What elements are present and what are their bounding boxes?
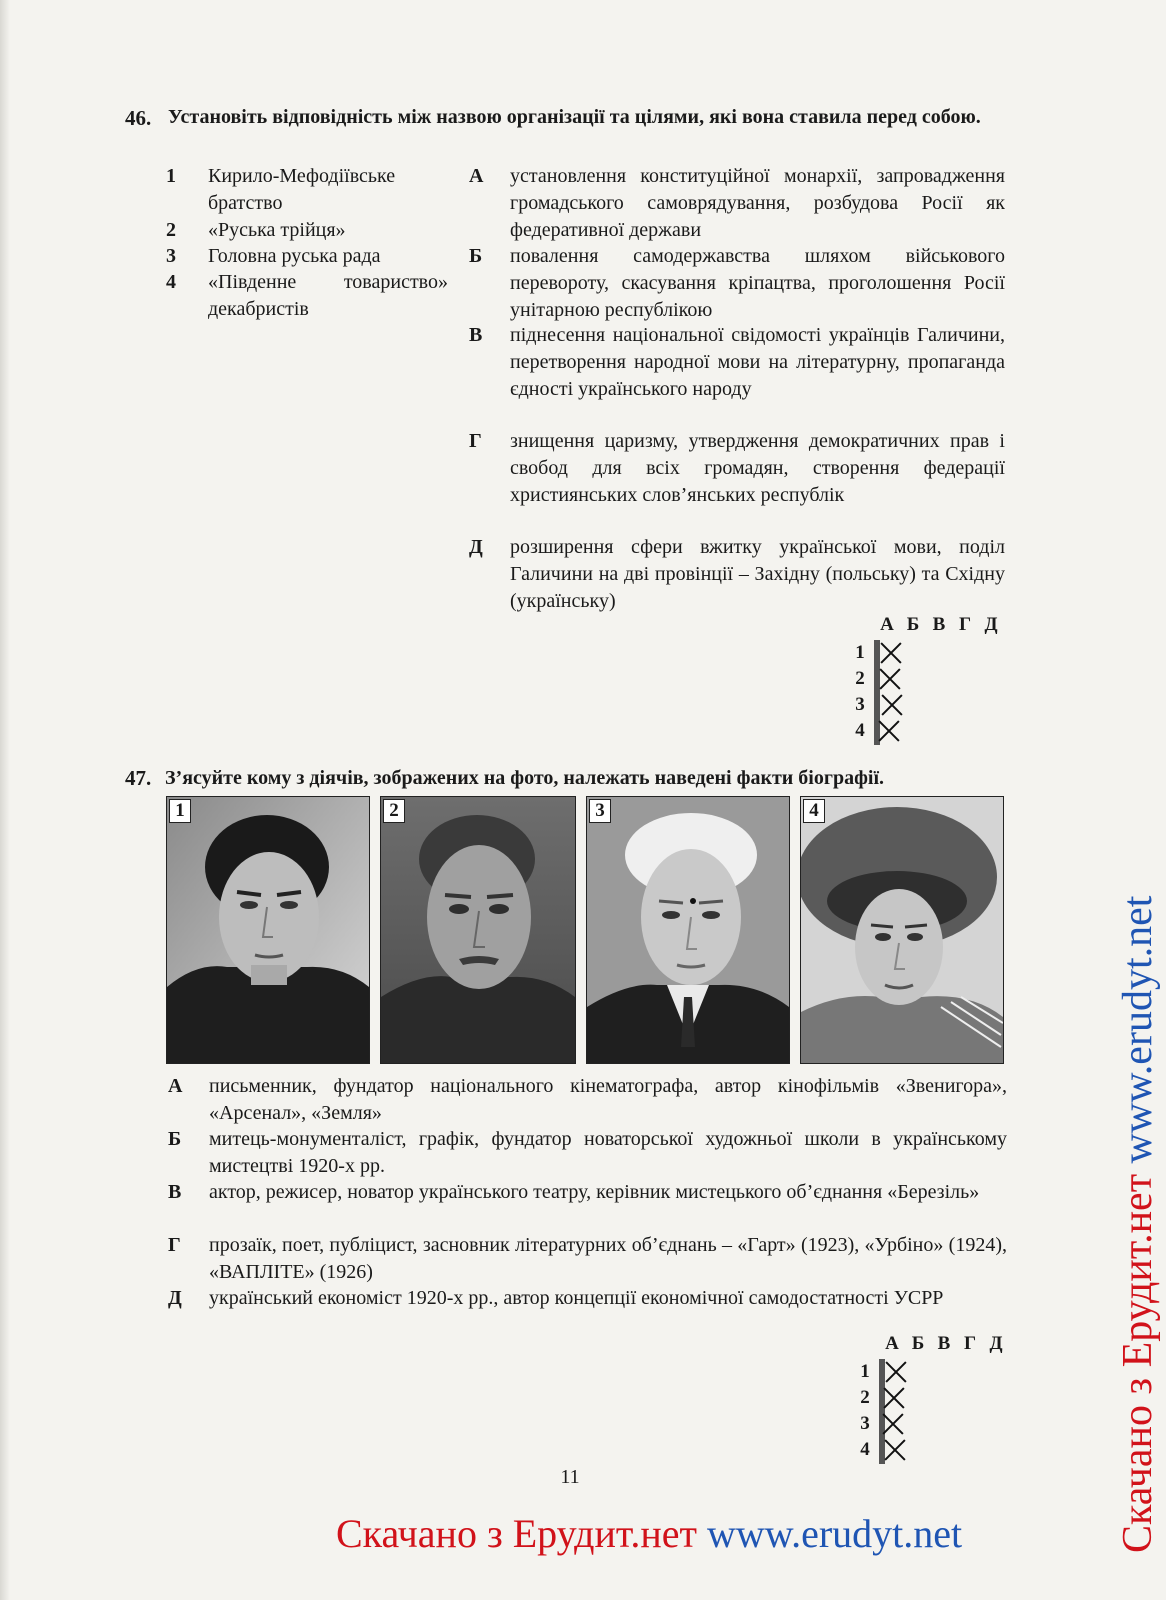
answer-cell[interactable] — [884, 1438, 885, 1464]
answer-cross-mark — [884, 1439, 906, 1461]
portrait-image — [381, 797, 575, 1063]
q46-left-number: 1 — [166, 165, 176, 187]
grid-col-label: Д — [989, 1333, 1003, 1354]
option-text: письменник, фундатор національного кінематографа, автор кінофільмів «Звенигора», «Арсенал», «Земля» — [209, 1075, 1007, 1124]
option-letter: Б — [168, 1128, 182, 1150]
grid-col-label: Г — [963, 1333, 977, 1354]
grid-row-label: 1 — [860, 1361, 870, 1382]
answer-table — [879, 1359, 885, 1464]
grid-row-label: 1 — [855, 642, 865, 663]
answer-cross-mark — [880, 642, 902, 664]
answer-cell[interactable] — [879, 719, 880, 745]
q46-left-number: 3 — [166, 245, 176, 267]
answer-cross-mark — [881, 694, 903, 716]
portrait-photo-1 — [166, 796, 370, 1064]
option-text: розширення сфери вжитку української мови, поділ Галичини на дві провінції – Західну (польську) та Східну (українську) — [510, 536, 1005, 612]
page-number: 11 — [560, 1466, 580, 1488]
answer-cross-mark — [883, 1387, 905, 1409]
q46-left-number: 2 — [166, 219, 176, 241]
grid-col-label: Г — [958, 614, 972, 635]
portrait-photo-4 — [800, 796, 1004, 1064]
grid-row-label: 2 — [855, 668, 865, 689]
grid-col-label: В — [932, 614, 946, 635]
option-text: повалення самодержавства шляхом військового перевороту, скасування кріпацтва, проголошення Росії унітарною республікою — [510, 245, 1005, 321]
q46-left-text: «Руська трійця» — [208, 219, 346, 241]
q46-left-text: Головна руська рада — [208, 245, 381, 267]
answer-cross-mark — [879, 668, 901, 690]
answer-table — [874, 640, 880, 745]
photo-number: 4 — [803, 799, 825, 823]
option-letter: Д — [469, 536, 483, 558]
photo-number: 2 — [383, 799, 405, 823]
question-46-number: 46. — [125, 106, 152, 130]
watermark-text: Скачано з Ерудит.нет — [1115, 1173, 1161, 1553]
answer-cross-mark — [878, 720, 900, 742]
option-letter: А — [168, 1075, 183, 1097]
option-letter: Д — [168, 1287, 182, 1309]
grid-row-label: 2 — [860, 1387, 870, 1408]
grid-row-label: 3 — [860, 1413, 870, 1434]
watermark-text: Скачано з Ерудит.нет — [336, 1511, 697, 1556]
grid-col-label: А — [885, 1333, 899, 1354]
grid-row-label: 4 — [855, 720, 865, 741]
watermark-side — [1114, 896, 1162, 1553]
answer-cell[interactable] — [879, 667, 880, 693]
option-text: митець-монументаліст, графік, фундатор новаторської художньої школи в українському мистецтві 1920-х рр. — [209, 1128, 1007, 1177]
answer-cell[interactable] — [879, 641, 880, 667]
portrait-photo-2 — [380, 796, 576, 1064]
photo-number: 1 — [169, 799, 191, 823]
answer-cross-mark — [882, 1413, 904, 1435]
photo-number: 3 — [589, 799, 611, 823]
q46-left-text: Кирило-Мефодіївське братство — [208, 165, 396, 214]
option-text: актор, режисер, новатор українського театру, керівник мистецького об’єднання «Березіль» — [209, 1181, 980, 1203]
option-text: прозаїк, поет, публіцист, засновник літературних об’єднань – «Гарт» (1923), «Урбіно» (1924), «ВАПЛІТЕ» (1926) — [209, 1234, 1007, 1283]
option-letter: Г — [469, 430, 482, 452]
portrait-image — [801, 797, 1003, 1063]
watermark-url: www.erudyt.net — [1115, 895, 1161, 1164]
page-edge-shadow — [0, 0, 10, 1600]
answer-cell[interactable] — [884, 1360, 885, 1386]
q46-left-number: 4 — [166, 271, 176, 293]
question-46-text: Установіть відповідність між назвою організації та цілями, які вона ставила перед собою. — [168, 106, 981, 128]
question-47-number: 47. — [125, 766, 152, 790]
grid-col-label: Б — [906, 614, 920, 635]
answer-cross-mark — [885, 1361, 907, 1383]
grid-col-label: А — [880, 614, 894, 635]
grid-col-label: Д — [984, 614, 998, 635]
watermark-url: www.erudyt.net — [707, 1511, 963, 1556]
option-letter: Г — [168, 1234, 181, 1256]
option-letter: А — [469, 165, 484, 187]
option-text: український економіст 1920-х рр., автор концепції економічної самодостатності УСРР — [209, 1287, 944, 1309]
answer-cell[interactable] — [884, 1386, 885, 1412]
option-letter: Б — [469, 245, 483, 267]
grid-row-label: 3 — [855, 694, 865, 715]
answer-cell[interactable] — [884, 1412, 885, 1438]
option-text: знищення царизму, утвердження демократичних прав і свобод для всіх громадян, створення федерації християнських слов’янських республік — [510, 430, 1005, 506]
option-text: установлення конституційної монархії, запровадження громадського самоврядування, розбудова Росії як федеративної держави — [510, 165, 1005, 241]
portrait-image — [587, 797, 789, 1063]
option-letter: В — [168, 1181, 182, 1203]
portrait-photo-3 — [586, 796, 790, 1064]
q46-left-text: «Південне товариство» декабристів — [208, 271, 448, 320]
grid-row-label: 4 — [860, 1439, 870, 1460]
grid-col-label: В — [937, 1333, 951, 1354]
option-letter: В — [469, 324, 483, 346]
option-text: піднесення національної свідомості українців Галичини, перетворення народної мови на літературну, пропаганда єдності українського народу — [510, 324, 1005, 400]
question-47-text: З’ясуйте кому з діячів, зображених на фото, належать наведені факти біографії. — [165, 767, 885, 789]
watermark-bottom — [336, 1510, 962, 1557]
answer-cell[interactable] — [879, 693, 880, 719]
grid-col-label: Б — [911, 1333, 925, 1354]
portrait-image — [167, 797, 369, 1063]
